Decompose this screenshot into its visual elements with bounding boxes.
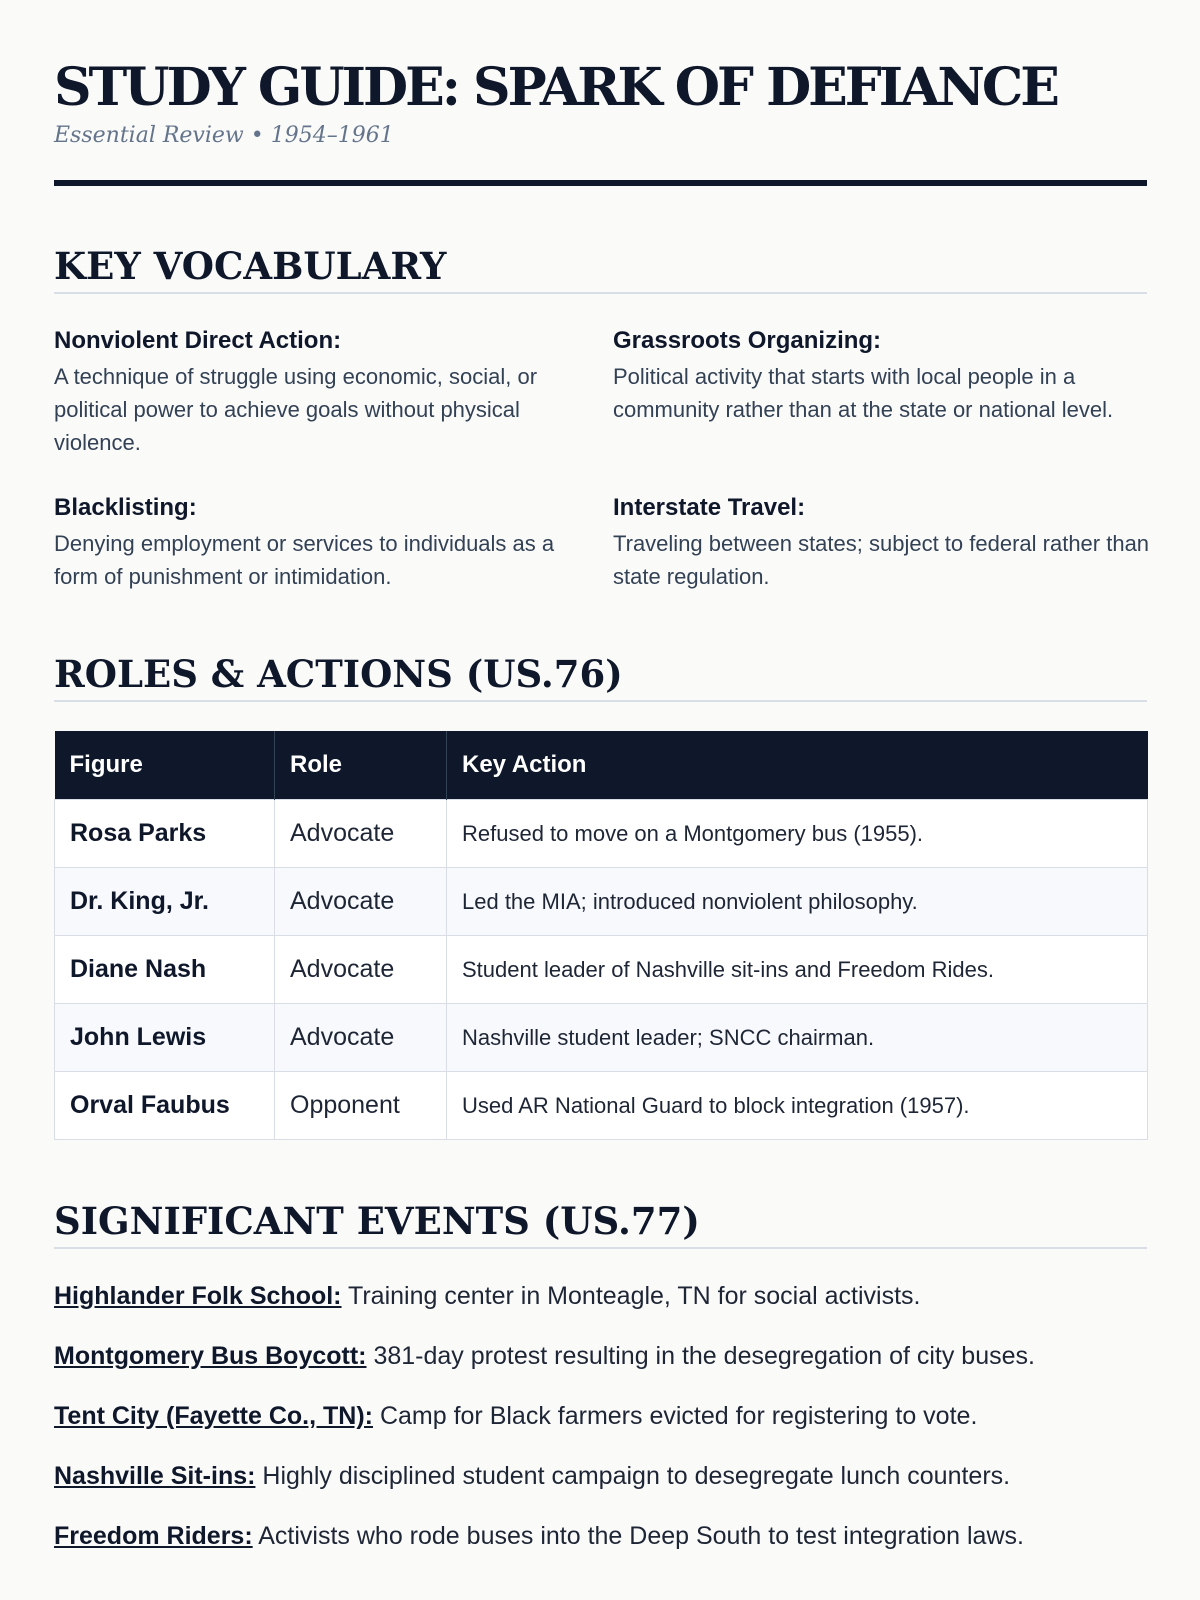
figure-cell: Diane Nash bbox=[55, 936, 275, 1004]
event-description: Activists who rode buses into the Deep South to test integration laws. bbox=[258, 1522, 1024, 1550]
event-name: Nashville Sit-ins: bbox=[54, 1462, 256, 1490]
column-header-key-action: Key Action bbox=[447, 731, 1148, 800]
table-row bbox=[55, 800, 1148, 868]
column-header-role: Role bbox=[275, 731, 447, 800]
vocabulary-heading: KEY VOCABULARY bbox=[54, 244, 1147, 294]
vocab-definition: A technique of struggle using economic, social, or political power to achieve goals without physical violence. bbox=[54, 364, 538, 455]
figure-cell: Orval Faubus bbox=[55, 1072, 275, 1140]
role-cell: Advocate bbox=[275, 936, 447, 1004]
event-item bbox=[54, 1398, 1147, 1434]
event-description: Highly disciplined student campaign to desegregate lunch counters. bbox=[262, 1462, 1011, 1490]
event-item bbox=[54, 1458, 1147, 1494]
vocab-definition: Political activity that starts with local people in a community rather than at the state or national level. bbox=[613, 364, 1114, 422]
event-name: Freedom Riders: bbox=[54, 1522, 253, 1550]
figure-cell: Rosa Parks bbox=[55, 800, 275, 868]
event-item bbox=[54, 1518, 1147, 1554]
action-cell: Refused to move on a Montgomery bus (1955). bbox=[447, 800, 1148, 868]
page-subtitle: Essential Review • 1954–1961 bbox=[54, 123, 394, 148]
event-name: Montgomery Bus Boycott: bbox=[54, 1342, 367, 1370]
vocab-item bbox=[54, 491, 594, 593]
vocab-item bbox=[54, 324, 594, 459]
event-description: Training center in Monteagle, TN for social activists. bbox=[348, 1282, 921, 1310]
figure-cell: John Lewis bbox=[55, 1004, 275, 1072]
vocab-term: Interstate Travel: bbox=[613, 494, 806, 521]
action-cell: Used AR National Guard to block integration (1957). bbox=[447, 1072, 1148, 1140]
action-cell: Student leader of Nashville sit-ins and Freedom Rides. bbox=[447, 936, 1148, 1004]
page-title: STUDY GUIDE: SPARK OF DEFIANCE bbox=[54, 57, 1057, 118]
vocab-term: Grassroots Organizing: bbox=[613, 327, 882, 354]
role-cell: Advocate bbox=[275, 868, 447, 936]
table-row bbox=[55, 936, 1148, 1004]
vocab-term: Nonviolent Direct Action: bbox=[54, 327, 342, 354]
action-cell: Nashville student leader; SNCC chairman. bbox=[447, 1004, 1148, 1072]
title-divider bbox=[54, 180, 1147, 186]
action-cell: Led the MIA; introduced nonviolent philosophy. bbox=[447, 868, 1148, 936]
event-name: Tent City (Fayette Co., TN): bbox=[54, 1402, 373, 1430]
table-row bbox=[55, 868, 1148, 936]
event-name: Highlander Folk School: bbox=[54, 1282, 342, 1310]
vocab-item bbox=[613, 324, 1153, 426]
role-cell: Advocate bbox=[275, 800, 447, 868]
vocab-item bbox=[613, 491, 1153, 593]
column-header-figure: Figure bbox=[55, 731, 275, 800]
roles-table bbox=[54, 731, 1148, 1140]
vocab-definition: Denying employment or services to individuals as a form of punishment or intimidation. bbox=[54, 531, 555, 589]
figure-cell: Dr. King, Jr. bbox=[55, 868, 275, 936]
event-item bbox=[54, 1338, 1147, 1374]
vocab-definition: Traveling between states; subject to federal rather than state regulation. bbox=[613, 531, 1150, 589]
roles-heading: ROLES & ACTIONS (US.76) bbox=[54, 652, 1147, 702]
role-cell: Opponent bbox=[275, 1072, 447, 1140]
event-item bbox=[54, 1278, 1147, 1314]
event-description: Camp for Black farmers evicted for registering to vote. bbox=[379, 1402, 978, 1430]
table-row bbox=[55, 1072, 1148, 1140]
table-header-row bbox=[55, 731, 1148, 800]
event-description: 381-day protest resulting in the desegregation of city buses. bbox=[373, 1342, 1035, 1370]
vocab-term: Blacklisting: bbox=[54, 494, 197, 521]
role-cell: Advocate bbox=[275, 1004, 447, 1072]
table-row bbox=[55, 1004, 1148, 1072]
events-heading: SIGNIFICANT EVENTS (US.77) bbox=[54, 1199, 1147, 1249]
